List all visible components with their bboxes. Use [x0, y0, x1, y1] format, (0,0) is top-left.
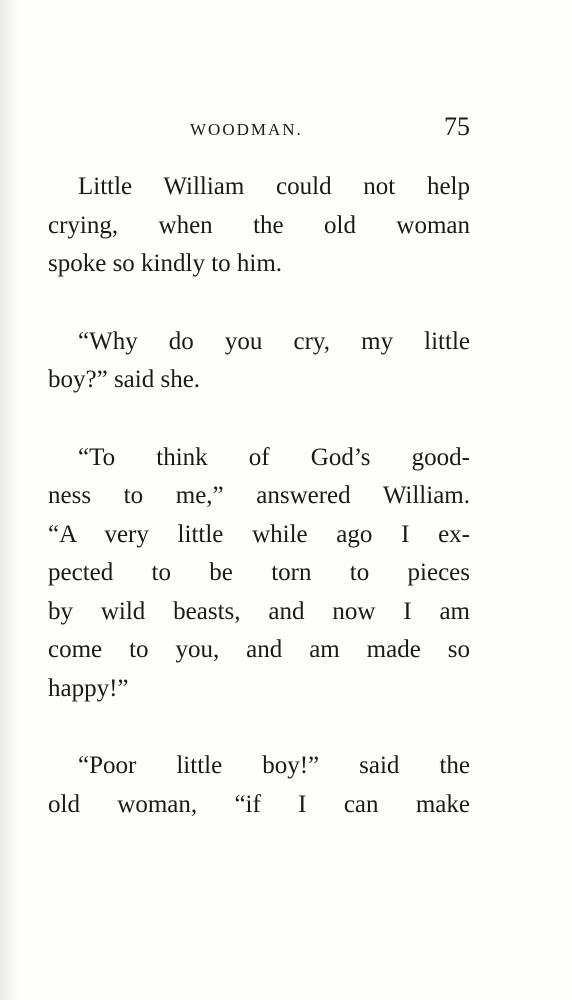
- text-line: spoke so kindly to him.: [48, 250, 283, 277]
- text-line: happy!”: [48, 674, 129, 702]
- text-line: pected to be torn to pieces: [48, 559, 470, 586]
- running-head: WOODMAN.: [190, 120, 303, 139]
- text-line: crying, when the old woman: [48, 211, 470, 239]
- text-line: by wild beasts, and now I am: [48, 597, 470, 625]
- text-line: old woman, “if I can make: [48, 790, 470, 818]
- paragraph-3: [48, 439, 470, 709]
- paragraph-4: [48, 747, 470, 824]
- text-line: “Why do you cry, my little: [78, 327, 470, 355]
- text-line: “To think of God’s good-: [78, 443, 470, 471]
- text-line: come to you, and am made so: [48, 636, 470, 663]
- text-line: ness to me,” answered William.: [48, 482, 470, 509]
- page-gutter-shadow: [0, 0, 18, 1000]
- text-line: boy?” said she.: [48, 366, 201, 393]
- text-line: “A very little while ago I ex-: [48, 520, 470, 548]
- paragraph-1: [48, 168, 470, 284]
- paragraph-2: [48, 323, 470, 400]
- body-text: [48, 168, 470, 863]
- page-header: [48, 112, 470, 152]
- text-line: Little William could not help: [78, 173, 470, 200]
- page-number: 75: [444, 112, 470, 141]
- text-line: “Poor little boy!” said the: [78, 752, 470, 779]
